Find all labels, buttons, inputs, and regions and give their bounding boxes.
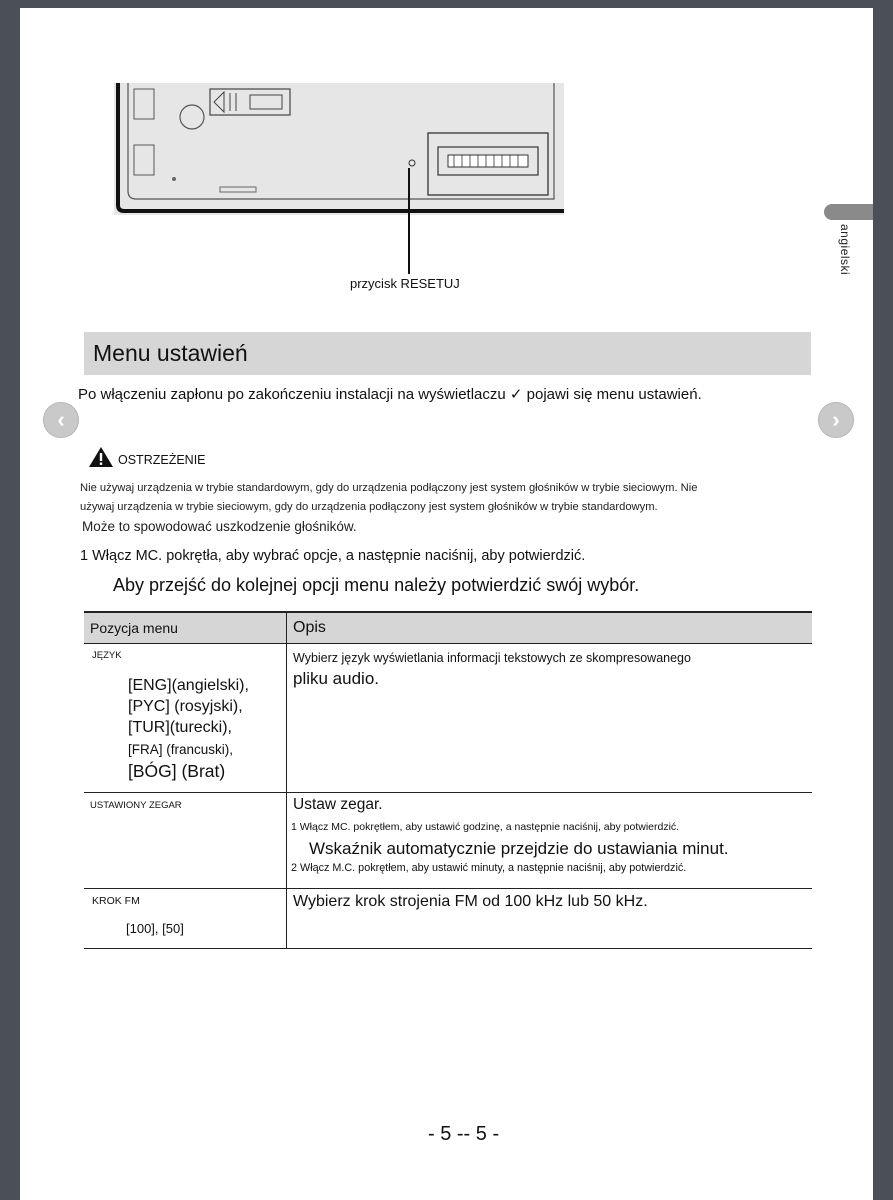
section-heading: Menu ustawień [84, 332, 811, 375]
warning-text-line: używaj urządzenia w trybie sieciowym, gdy do urządzenia podłączony jest system głośników w trybie standardowym. [80, 501, 658, 513]
settings-menu-table [84, 611, 812, 949]
warning-label: OSTRZEŻENIE [118, 453, 206, 467]
fm-step-values: [100], [50] [126, 921, 184, 936]
device-illustration [114, 83, 564, 215]
next-page-button[interactable] [818, 402, 854, 438]
table-row [84, 644, 812, 793]
page-number: - 5 -- 5 - [428, 1123, 500, 1145]
step-1: 1 Włącz MC. pokrętła, aby wybrać opcje, a następnie naciśnij, aby potwierdzić. [80, 548, 586, 564]
language-option: [TUR](turecki), [128, 719, 232, 736]
warning-text-line: Może to spowodować uszkodzenie głośników. [82, 519, 357, 534]
side-tab [824, 204, 873, 220]
fm-step-description: Wybierz krok strojenia FM od 100 kHz lub 50 kHz. [293, 893, 648, 910]
language-option: [PYC] (rosyjski), [128, 698, 243, 715]
menu-item-fm-step: KROK FM [92, 895, 140, 907]
clock-description-title: Ustaw zegar. [293, 796, 383, 813]
step-1-note: Aby przejść do kolejnej opcji menu należy potwierdzić swój wybór. [113, 575, 640, 595]
reset-pointer-line [404, 168, 414, 278]
language-description: pliku audio. [293, 669, 380, 688]
table-row [84, 793, 812, 889]
language-description: Wybierz język wyświetlania informacji tekstowych ze skompresowanego [293, 651, 691, 665]
clock-description-step: 1 Włącz MC. pokrętłem, aby ustawić godzinę, a następnie naciśnij, aby potwierdzić. [291, 821, 680, 833]
menu-item-language: JĘZYK [92, 650, 122, 661]
side-language-label: angielski [838, 224, 852, 276]
table-row [84, 889, 812, 949]
document-page [20, 8, 873, 1200]
menu-item-clock: USTAWIONY ZEGAR [90, 800, 182, 811]
language-option: [FRA] (francuski), [128, 742, 234, 757]
warning-triangle-icon [88, 446, 114, 468]
figure-caption: przycisk RESETUJ [350, 276, 460, 291]
language-option: [ENG](angielski), [128, 677, 249, 694]
chevron-right-icon: › [832, 407, 840, 432]
header-description: Opis [287, 612, 813, 644]
chevron-left-icon: ‹ [57, 407, 65, 432]
header-menu-item: Pozycja menu [84, 612, 287, 644]
warning-block [88, 446, 206, 468]
warning-text-line: Nie używaj urządzenia w trybie standardowym, gdy do urządzenia podłączony jest system głośników w trybie sieciowym. Nie [80, 482, 698, 494]
previous-page-button[interactable] [43, 402, 79, 438]
intro-text: Po włączeniu zapłonu po zakończeniu instalacji na wyświetlaczu ✓ pojawi się menu ustawień. [78, 386, 702, 403]
clock-description-step: 2 Włącz M.C. pokrętłem, aby ustawić minuty, a następnie naciśnij, aby potwierdzić. [291, 862, 687, 874]
table-header-row [84, 612, 812, 644]
language-option: [BÓG] (Brat) [128, 761, 226, 781]
clock-description-note: Wskaźnik automatycznie przejdzie do ustawiania minut. [309, 839, 729, 858]
